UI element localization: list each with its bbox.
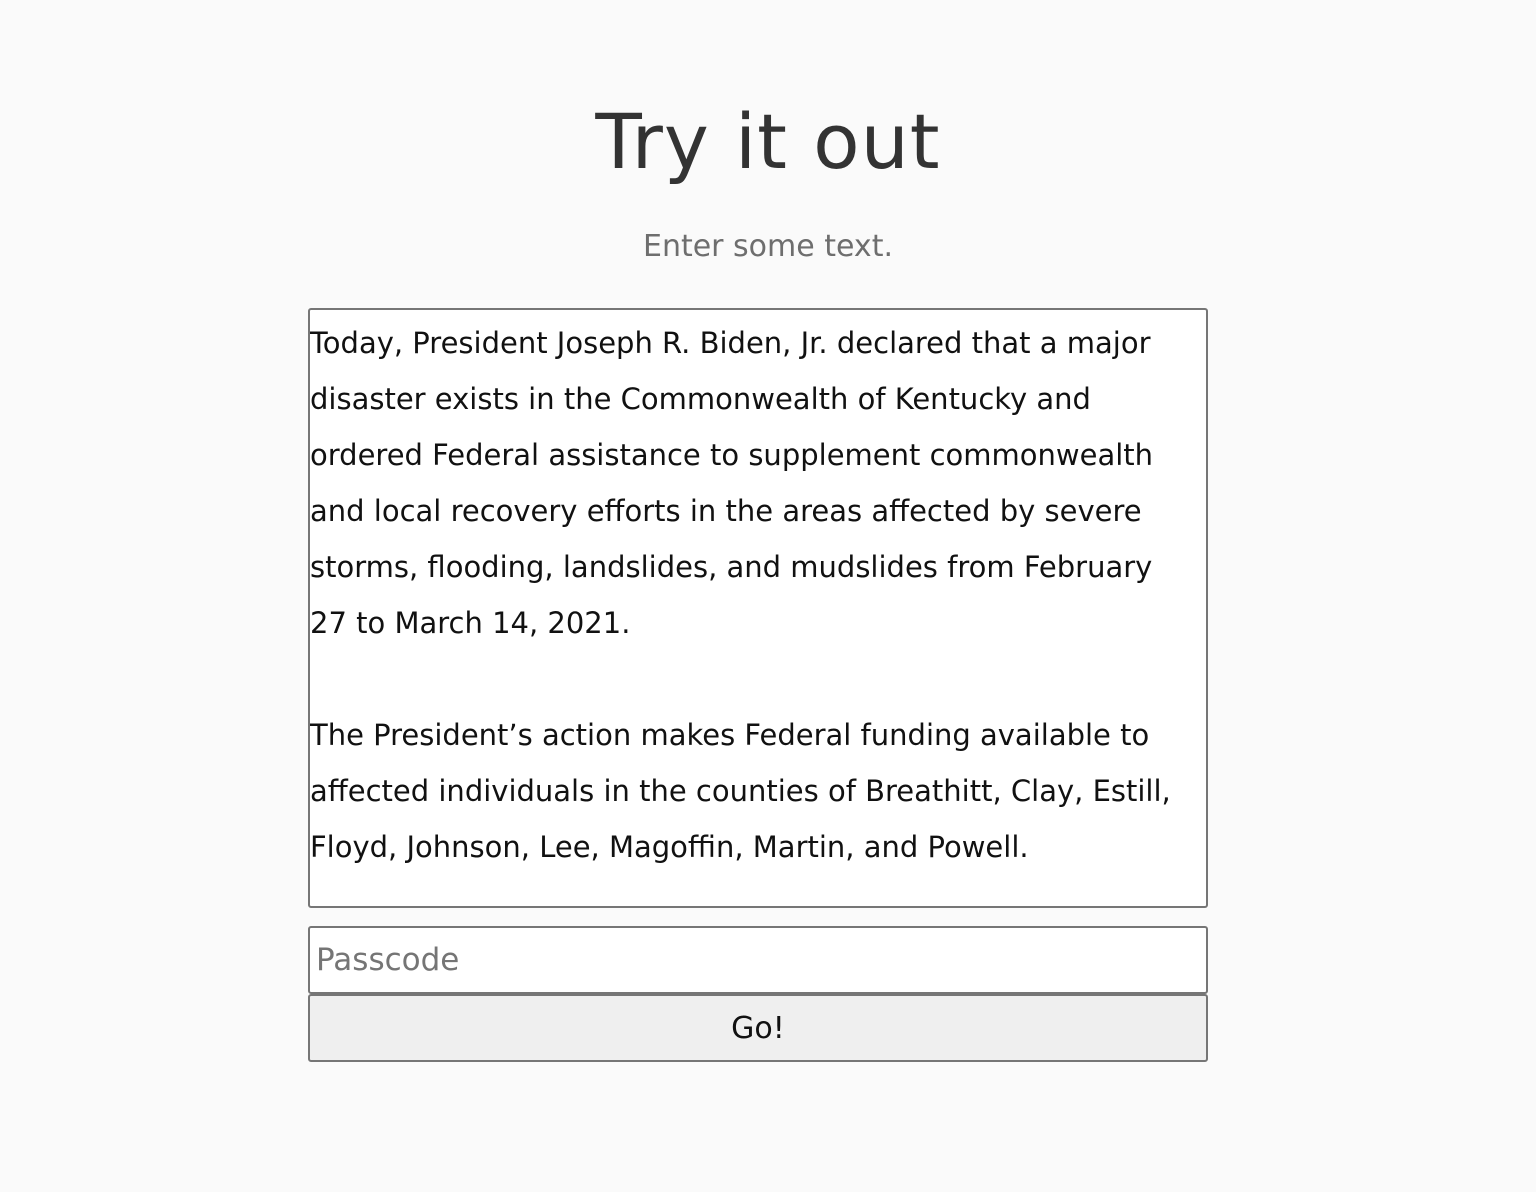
- go-button[interactable]: Go!: [308, 994, 1208, 1062]
- page-title: Try it out: [595, 97, 941, 186]
- passcode-input[interactable]: [308, 926, 1208, 994]
- page-subtitle: Enter some text.: [642, 229, 893, 264]
- text-input-area[interactable]: [308, 308, 1208, 908]
